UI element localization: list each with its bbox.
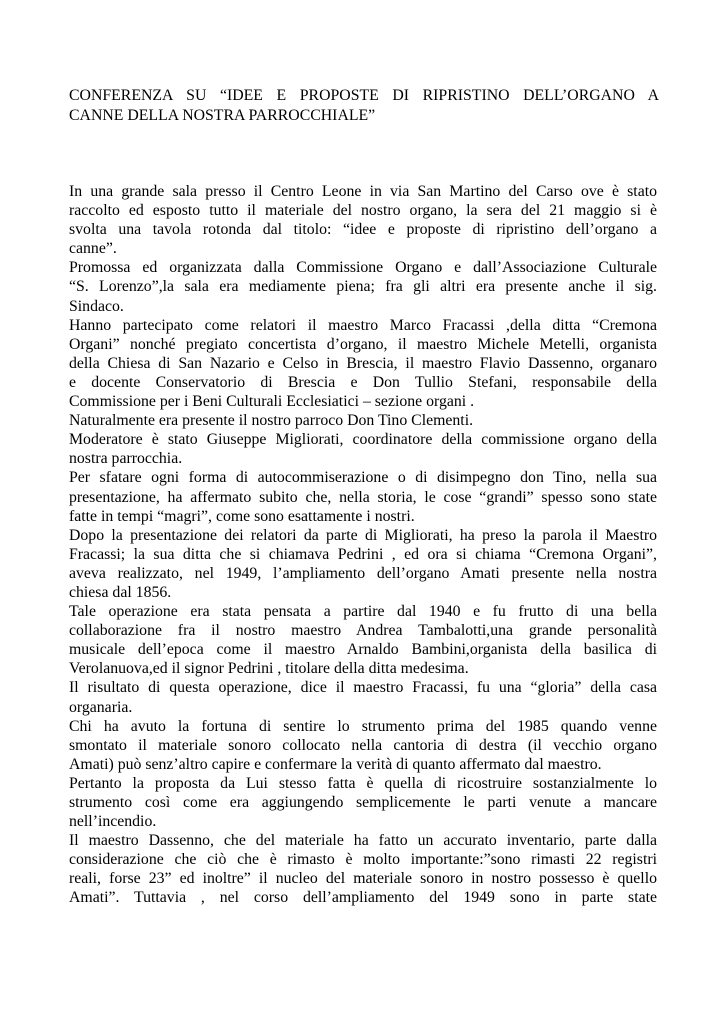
paragraph-line: Verolanuova,ed il signor Pedrini , titolare della ditta medesima.: [69, 660, 469, 678]
paragraph-line: strumento così come era aggiungendo semplicemente le parti venute a mancare: [69, 794, 657, 811]
paragraph: [69, 258, 657, 315]
paragraph-line: Chi ha avuto la fortuna di sentire lo strumento prima del 1985 quando venne: [69, 717, 657, 735]
paragraph-line: Hanno partecipato come relatori il maestro Marco Fracassi ,della ditta “Cremona: [69, 316, 657, 334]
paragraph: [69, 831, 657, 907]
paragraph-line: della Chiesa di San Nazario e Celso in Brescia, il maestro Flavio Dassenno, organaro: [69, 354, 657, 372]
paragraph-line: Dopo la presentazione dei relatori da parte di Migliorati, ha preso la parola il Maestro: [69, 526, 657, 544]
paragraph-line: e docente Conservatorio di Brescia e Don Tullio Stefani, responsabile della: [69, 373, 657, 391]
paragraph-line: Organi” nonché pregiato concertista d’organo, il maestro Michele Metelli, organista: [69, 335, 657, 353]
paragraph-line: Moderatore è stato Giuseppe Migliorati, coordinatore della commissione organo della: [69, 431, 657, 449]
paragraph: [69, 717, 657, 774]
paragraph-line: collaborazione fra il nostro maestro Andrea Tambalotti,una grande personalità: [69, 622, 657, 640]
paragraph: [69, 430, 657, 468]
paragraph-line: Il risultato di questa operazione, dice il maestro Fracassi, fu una “gloria” della casa: [69, 679, 657, 697]
paragraph-line: In una grande sala presso il Centro Leone in via San Martino del Carso ove è stato: [69, 183, 657, 200]
paragraph-line: Per sfatare ogni forma di autocommiserazione o di disimpegno don Tino, nella sua: [69, 469, 657, 487]
paragraph: [69, 678, 657, 716]
paragraph-line: Amati) può senz’altro capire e confermare la verità di quanto affermato dal maestro.: [69, 755, 602, 773]
paragraph-line: Pertanto la proposta da Lui stesso fatta è quella di ricostruire sostanzialmente lo: [69, 774, 657, 792]
paragraph-line: presentazione, ha affermato subito che, nella storia, le cose “grandi” spesso sono state: [69, 488, 657, 506]
paragraph: [69, 468, 657, 525]
paragraph-line: reali, forse 23” ed inoltre” il nucleo del materiale sonoro in nostro possesso è quello: [69, 870, 657, 888]
document-body: [69, 182, 657, 908]
document-title: [69, 86, 659, 126]
paragraph-line: Il maestro Dassenno, che del materiale ha fatto un accurato inventario, parte dalla: [69, 832, 657, 850]
title-line: CANNE DELLA NOSTRA PARROCCHIALE”: [69, 107, 376, 124]
paragraph-line: considerazione che ciò che è rimasto è molto importante:”sono rimasti 22 registri: [69, 851, 657, 869]
title-line: CONFERENZA SU “IDEE E PROPOSTE DI RIPRISTINO DELL’ORGANO A: [69, 87, 659, 104]
paragraph-line: Naturalmente era presente il nostro parroco Don Tino Clementi.: [69, 412, 474, 430]
paragraph-line: Fracassi; la sua ditta che si chiamava Pedrini , ed ora si chiama “Cremona Organi”,: [69, 545, 657, 563]
paragraph: [69, 526, 657, 602]
paragraph-line: aveva realizzato, nel 1949, l’ampliamento dell’organo Amati presente nella nostra: [69, 564, 657, 582]
paragraph: [69, 182, 657, 258]
paragraph-line: canne”.: [69, 240, 117, 258]
paragraph: [69, 411, 657, 430]
paragraph: [69, 774, 657, 831]
paragraph-line: svolta una tavola rotonda dal titolo: “idee e proposte di ripristino dell’organo a: [69, 221, 657, 239]
paragraph-line: Amati”. Tuttavia , nel corso dell’ampliamento del 1949 sono in parte state: [69, 889, 657, 907]
paragraph-line: “S. Lorenzo”,la sala era mediamente piena; fra gli altri era presente anche il sig.: [69, 278, 657, 296]
paragraph-line: nell’incendio.: [69, 813, 157, 831]
paragraph-line: musicale dell’epoca come il maestro Arnaldo Bambini,organista della basilica di: [69, 641, 657, 659]
paragraph-line: Promossa ed organizzata dalla Commissione Organo e dall’Associazione Culturale: [69, 259, 657, 277]
paragraph-line: Commissione per i Beni Culturali Ecclesiatici – sezione organi .: [69, 393, 475, 411]
paragraph: [69, 602, 657, 678]
paragraph-line: smontato il materiale sonoro collocato nella cantoria di destra (il vecchio organo: [69, 736, 657, 754]
paragraph-line: organaria.: [69, 698, 133, 716]
paragraph-line: chiesa dal 1856.: [69, 583, 172, 601]
paragraph-line: fatte in tempi “magri”, come sono esattamente i nostri.: [69, 507, 415, 525]
paragraph: [69, 316, 657, 411]
paragraph-line: Sindaco.: [69, 297, 124, 315]
paragraph-line: raccolto ed esposto tutto il materiale del nostro organo, la sera del 21 maggio si è: [69, 202, 657, 220]
paragraph-line: Tale operazione era stata pensata a partire dal 1940 e fu frutto di una bella: [69, 603, 657, 621]
paragraph-line: nostra parrocchia.: [69, 450, 183, 468]
